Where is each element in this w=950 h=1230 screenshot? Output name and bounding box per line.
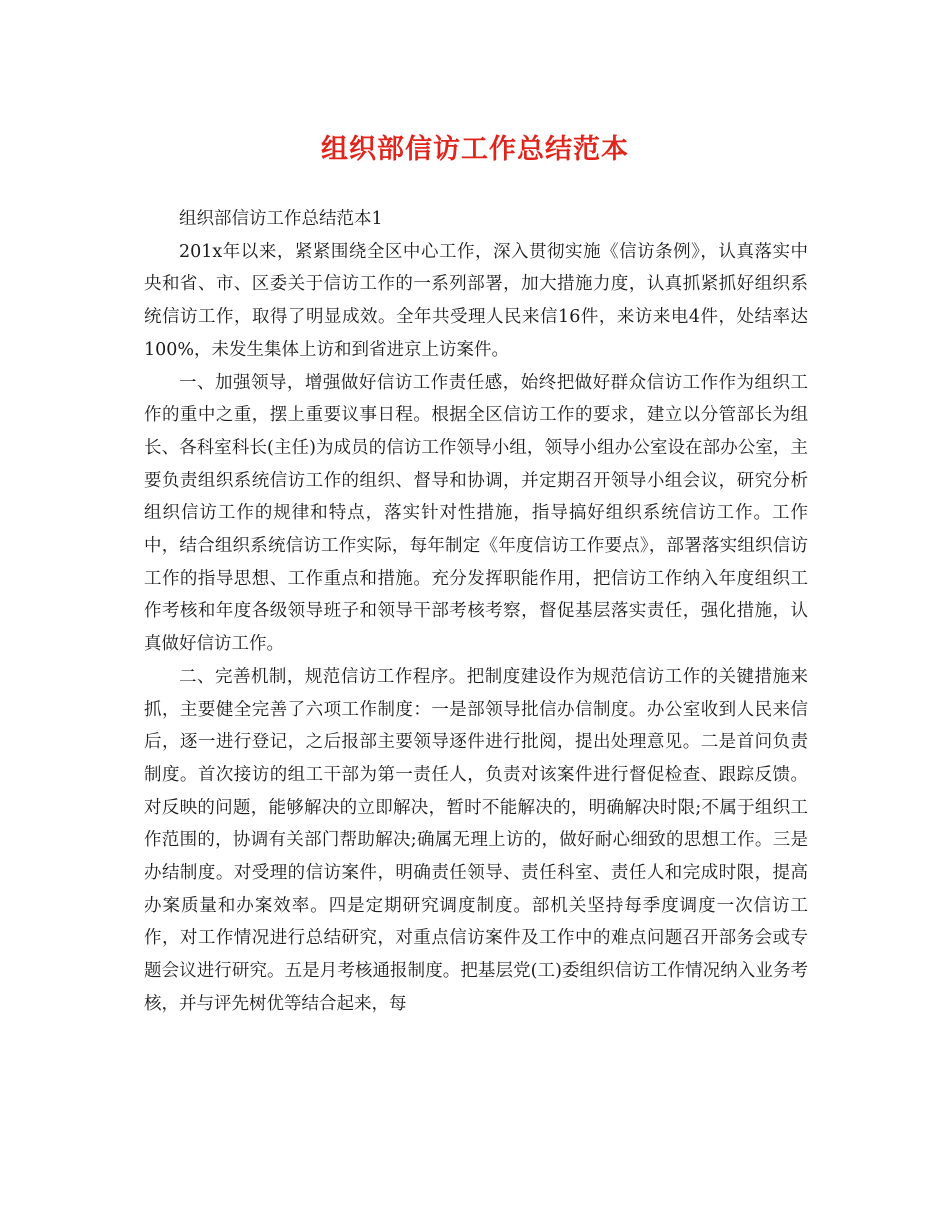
document-title: 组织部信访工作总结范本 xyxy=(321,134,629,165)
paragraph-leadership: 一、加强领导，增强做好信访工作责任感，始终把做好群众信访工作作为组织工作的重中之重，摆上重要议事日程。根据全区信访工作的要求，建立以分管部长为组长、各科室科长(主任)为成员的信访工作领导小组，领导小组办公室设在部办公室，主要负责组织系统信访工作的组织、督导和协调，并定期召开领导小组会议，研究分析组织信访工作的规律和特点，落实针对性措施，指导搞好组织系统信访工作。工作中，结合组织系统信访工作实际，每年制定《年度信访工作要点》，部署落实组织信访工作的指导思想、工作重点和措施。充分发挥职能作用，把信访工作纳入年度组织工作考核和年度各级领导班子和领导干部考核考察，督促基层落实责任，强化措施，认真做好信访工作。 xyxy=(144,372,808,655)
document-body xyxy=(144,203,808,1021)
paragraph-intro: 201x年以来，紧紧围绕全区中心工作，深入贯彻实施《信访条例》，认真落实中央和省、市、区委关于信访工作的一系列部署，加大措施力度，认真抓紧抓好组织系统信访工作，取得了明显成效。全年共受理人民来信16件，来访来电4件，处结率达100%，未发生集体上访和到省进京上访案件。 xyxy=(144,241,808,360)
paragraph-mechanism: 二、完善机制，规范信访工作程序。把制度建设作为规范信访工作的关键措施来抓，主要健全完善了六项工作制度：一是部领导批信办信制度。办公室收到人民来信后，逐一进行登记，之后报部主要领导逐件进行批阅，提出处理意见。二是首问负责制度。首次接访的组工干部为第一责任人，负责对该案件进行督促检查、跟踪反馈。对反映的问题，能够解决的立即解决，暂时不能解决的，明确解决时限;不属于组织工作范围的，协调有关部门帮助解决;确属无理上访的，做好耐心细致的思想工作。三是办结制度。对受理的信访案件，明确责任领导、责任科室、责任人和完成时限，提高办案质量和办案效率。四是定期研究调度制度。部机关坚持每季度调度一次信访工作，对工作情况进行总结研究，对重点信访案件及工作中的难点问题召开部务会或专题会议进行研究。五是月考核通报制度。把基层党(工)委组织信访工作情况纳入业务考核，并与评先树优等结合起来，每 xyxy=(144,666,808,1014)
section-heading: 组织部信访工作总结范本1 xyxy=(179,209,383,229)
